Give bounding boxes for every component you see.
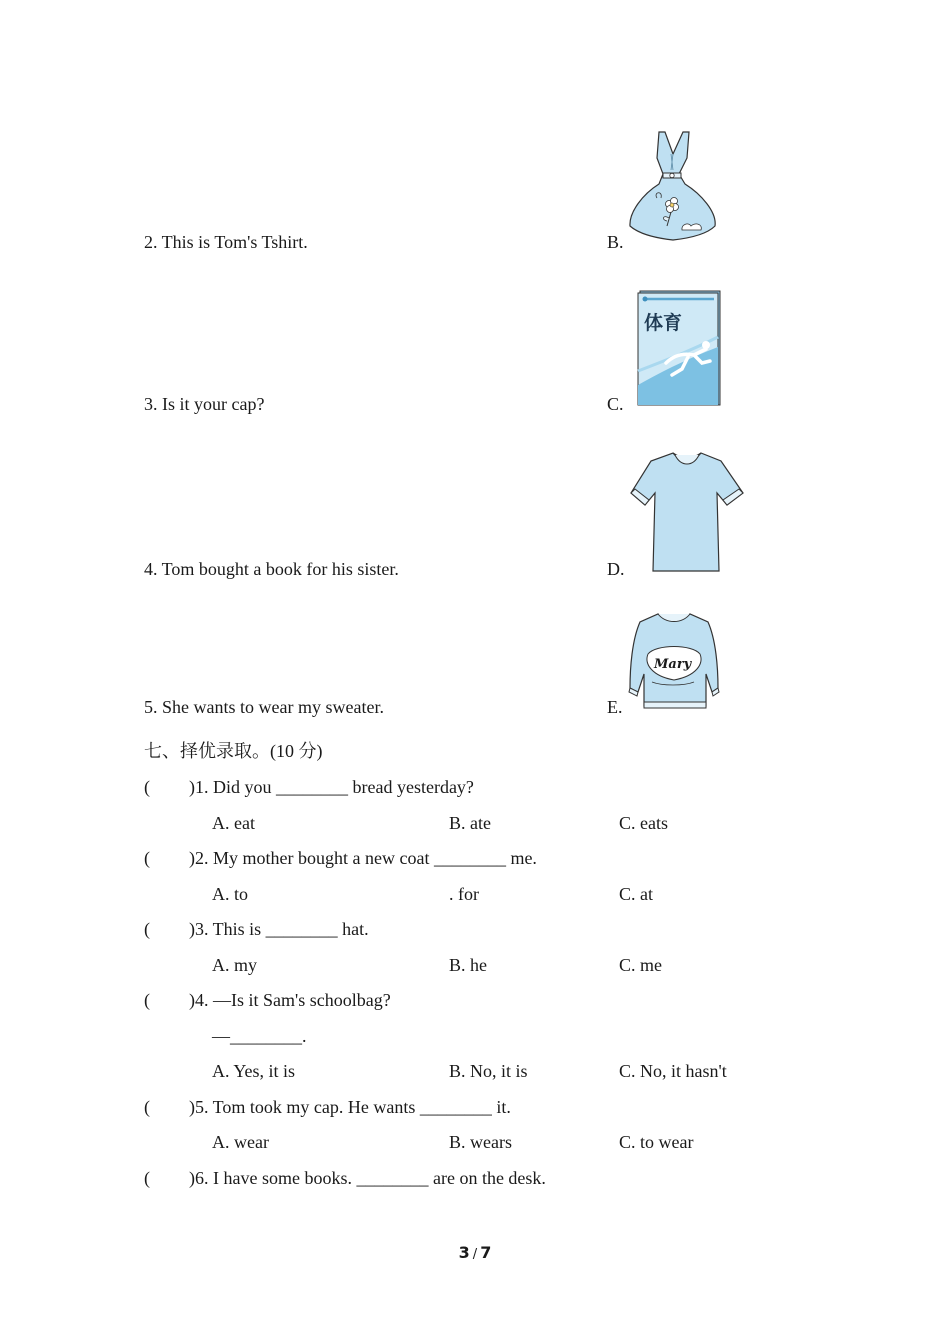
question-5: )5. Tom took my cap. He wants ________ it. (189, 1097, 511, 1117)
matching-letter-e: E. (607, 697, 623, 717)
page-separator: / (472, 1247, 478, 1262)
question-3: )3. This is ________ hat. (189, 919, 369, 939)
answer-paren: ( (144, 1168, 150, 1188)
page-current: 3 (458, 1243, 470, 1262)
tshirt-icon (629, 449, 745, 575)
answer-paren: ( (144, 848, 150, 868)
page-total: 7 (480, 1243, 492, 1262)
matching-sentence-4: 4. Tom bought a book for his sister. (144, 559, 399, 579)
option-3-a: A. my (212, 955, 257, 975)
option-2-a: A. to (212, 884, 248, 904)
question-1: )1. Did you ________ bread yesterday? (189, 777, 474, 797)
option-2-c: C. at (619, 884, 653, 904)
option-1-b: B. ate (449, 813, 491, 833)
option-5-c: C. to wear (619, 1132, 694, 1152)
question-4-answer-line: —________. (212, 1026, 307, 1046)
matching-letter-b: B. (607, 232, 624, 252)
section-heading: 七、择优录取。(10 分) (144, 741, 323, 761)
option-5-a: A. wear (212, 1132, 269, 1152)
matching-sentence-5: 5. She wants to wear my sweater. (144, 697, 384, 717)
answer-paren: ( (144, 990, 150, 1010)
answer-paren: ( (144, 919, 150, 939)
option-4-b: B. No, it is (449, 1061, 528, 1081)
question-6: )6. I have some books. ________ are on the desk. (189, 1168, 546, 1188)
option-4-a: A. Yes, it is (212, 1061, 296, 1081)
page-number (0, 1243, 950, 1262)
question-2: )2. My mother bought a new coat ________ me. (189, 848, 537, 868)
sweater-name-text: Mary (654, 657, 692, 672)
question-4: )4. —Is it Sam's schoolbag? (189, 990, 391, 1010)
sweater-icon (628, 610, 720, 712)
matching-letter-c: C. (607, 394, 624, 414)
matching-sentence-3: 3. Is it your cap? (144, 394, 265, 414)
answer-paren: ( (144, 777, 150, 797)
option-1-a: A. eat (212, 813, 255, 833)
option-3-c: C. me (619, 955, 662, 975)
matching-letter-d: D. (607, 559, 625, 579)
option-4-c: C. No, it hasn't (619, 1061, 727, 1081)
option-2-b: . for (449, 884, 479, 904)
dress-icon (627, 128, 721, 244)
option-5-b: B. wears (449, 1132, 512, 1152)
pe-book-title: 体育 (644, 312, 683, 334)
option-3-b: B. he (449, 955, 487, 975)
matching-sentence-2: 2. This is Tom's Tshirt. (144, 232, 308, 252)
answer-paren: ( (144, 1097, 150, 1117)
pe-book-icon (636, 289, 722, 407)
option-1-c: C. eats (619, 813, 668, 833)
